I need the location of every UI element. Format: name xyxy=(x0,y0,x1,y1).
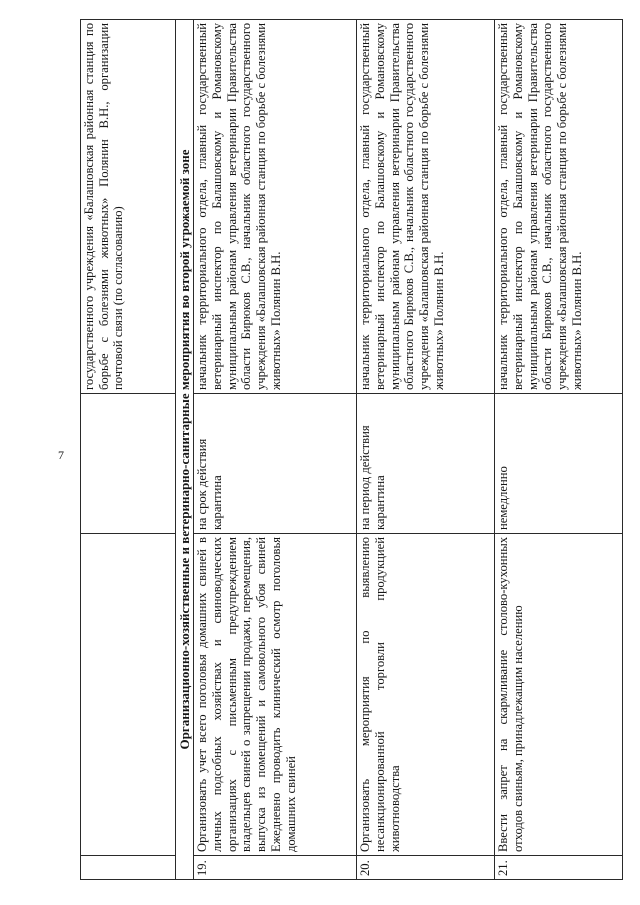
section-header-row xyxy=(176,20,194,880)
rotated-table-sheet xyxy=(80,20,620,880)
cell-empty xyxy=(81,856,176,880)
section-header: Организационно-хозяйственные и ветеринарно-санитарные мероприятия во второй угрожаемой зоне xyxy=(176,20,194,880)
table-row xyxy=(495,20,623,880)
row-number: 20. xyxy=(357,856,495,880)
action-cell: Организовать учет всего поголовья домашних свиней в личных подсобных хозяйствах и свиноводческих организациях с письменным предупреждением владельцев свиней о запрещении продажи, перемещения, выпуска из помещений и самовольного убоя свиней Ежедневно проводить клинический осмотр поголовья домашних свиней xyxy=(194,534,357,856)
responsible-cell: начальник территориального отдела, главный государственный ветеринарный инспектор по Балашовскому и Романовскому муниципальным районам управления ветеринарии Правительства области Бирюков С.В., начальник областного государственного учреждения «Балашовская районная станция по борьбе с болезнями животных» Полянин В.Н. xyxy=(194,20,357,394)
action-cell: Ввести запрет на скармливание столово-кухонных отходов свиньям, принадлежащим населению xyxy=(495,534,623,856)
table-row xyxy=(357,20,495,880)
term-cell: немедленно xyxy=(495,394,623,534)
responsible-cell: начальник территориального отдела, главный государственный ветеринарный инспектор по Балашовскому и Романовскому муниципальным районам управления ветеринарии Правительства области Бирюков С.В., начальник областного государственного учреждения «Балашовская районная станция по борьбе с болезнями животных» Полянин В.Н. xyxy=(495,20,623,394)
measures-table xyxy=(80,19,623,880)
row-number: 19. xyxy=(194,856,357,880)
cell-empty xyxy=(81,534,176,856)
action-cell: Организовать мероприятия по выявлению несанкционированной торговли продукцией животноводства xyxy=(357,534,495,856)
table-row xyxy=(194,20,357,880)
responsible-cell: начальник территориального отдела, главный государственный ветеринарный инспектор по Балашовскому и Романовскому муниципальным районам управления ветеринарии Правительства областного Бирюков С.В., начальник областного государственного учреждения «Балашовская районная станция по борьбе с болезнями животных» Полянин В.Н. xyxy=(357,20,495,394)
cell-empty xyxy=(81,394,176,534)
page-number: 7 xyxy=(58,448,64,462)
term-cell: на период действия карантина xyxy=(357,394,495,534)
term-cell: на срок действия карантина xyxy=(194,394,357,534)
row-number: 21. xyxy=(495,856,623,880)
responsible-cell: государственного учреждения «Балашовская районная станция по борьбе с болезнями животных» Полянин В.Н., организации почтовой связи (по согласованию) xyxy=(81,20,176,394)
table-row-continued xyxy=(81,20,176,880)
